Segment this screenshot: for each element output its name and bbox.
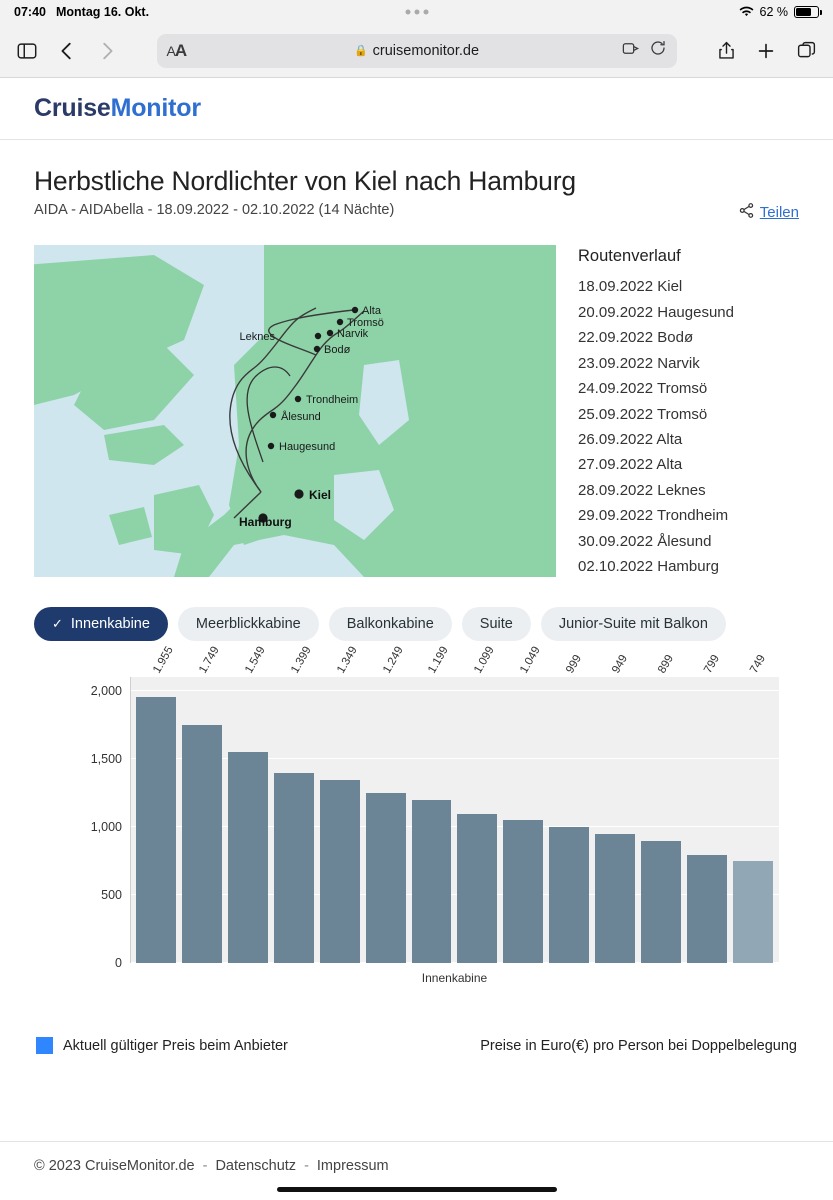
chart-y-tick-label: 1,500 xyxy=(90,752,122,767)
route-port: Hamburg xyxy=(657,557,719,575)
chart-bar-column[interactable] xyxy=(687,653,727,963)
url-text: cruisemonitor.de xyxy=(372,42,480,59)
chart-bars xyxy=(130,644,779,963)
route-port: Alta xyxy=(656,430,683,448)
chart-bar-column[interactable] xyxy=(412,644,452,963)
chart-bar-column[interactable] xyxy=(503,644,544,963)
chart-bar-column[interactable] xyxy=(733,653,773,963)
chart-bar-column[interactable] xyxy=(182,644,222,963)
site-logo[interactable] xyxy=(34,94,201,123)
chart-bar[interactable] xyxy=(503,644,544,963)
footer-link-datenschutz[interactable]: Datenschutz xyxy=(215,1158,297,1174)
route-port: Trondheim xyxy=(656,507,729,525)
logo-text-primary: Cruise xyxy=(34,94,111,122)
chart-bar-column[interactable] xyxy=(457,644,498,963)
tab-label: Suite xyxy=(479,616,513,633)
list-item xyxy=(578,376,799,401)
text-size-icon[interactable]: AA xyxy=(166,40,187,60)
page-subtitle-row xyxy=(34,202,799,223)
chart-bar-column[interactable] xyxy=(641,653,681,963)
tab-junior-suite-mit-balkon[interactable] xyxy=(541,607,726,641)
route-date: 25.09.2022 xyxy=(578,405,654,423)
chart-bar[interactable] xyxy=(595,653,635,963)
route-port: Narvik xyxy=(657,354,700,372)
chart-bar-column[interactable] xyxy=(595,653,635,963)
route-port: Alta xyxy=(656,456,683,474)
chart-bar-value-label: 1.049 xyxy=(518,644,544,676)
chart-bar[interactable] xyxy=(549,653,589,963)
list-item xyxy=(578,478,799,503)
site-footer xyxy=(0,1141,833,1174)
svg-text:Haugesund: Haugesund xyxy=(279,441,336,454)
cruise-meta: AIDA - AIDAbella - 18.09.2022 - 02.10.2022 (14 Nächte) xyxy=(34,202,395,219)
battery-percent-label: 62 % xyxy=(759,5,788,19)
route-date: 30.09.2022 xyxy=(578,532,654,550)
route-port: Tromsö xyxy=(656,405,708,423)
chart-bar[interactable] xyxy=(733,653,773,963)
status-right-group xyxy=(739,5,820,19)
reload-icon[interactable] xyxy=(649,39,667,62)
address-bar[interactable] xyxy=(157,34,677,68)
route-heading: Routenverlauf xyxy=(578,247,681,266)
list-item xyxy=(578,452,799,477)
route-date: 28.09.2022 xyxy=(578,481,654,499)
chart-bar[interactable] xyxy=(320,644,360,964)
site-header xyxy=(0,78,833,140)
chart-bar-value-label: 1.399 xyxy=(288,644,314,676)
safari-toolbar xyxy=(0,24,833,78)
status-time: 07:40 xyxy=(14,5,46,19)
chart-bar-value-label: 1.349 xyxy=(334,644,360,676)
cabin-type-tabs xyxy=(34,607,799,641)
chart-bar-value-label: 749 xyxy=(748,653,768,676)
page-content xyxy=(0,140,833,1054)
route-port: Tromsö xyxy=(656,380,708,398)
route-date: 18.09.2022 xyxy=(578,278,654,296)
share-button[interactable] xyxy=(738,202,799,223)
chart-x-axis-label: Innenkabine xyxy=(421,971,488,986)
list-item xyxy=(578,325,799,350)
tab-label: Innenkabine xyxy=(70,616,150,633)
tab-label: Balkonkabine xyxy=(346,616,434,633)
chart-bar[interactable] xyxy=(182,644,222,963)
plus-icon[interactable] xyxy=(753,38,779,64)
list-item xyxy=(578,529,799,554)
chart-bar-column[interactable] xyxy=(320,644,360,963)
chart-bar[interactable] xyxy=(274,644,314,964)
chart-bar[interactable] xyxy=(366,644,406,963)
chart-bar-column[interactable] xyxy=(274,644,314,963)
battery-icon xyxy=(794,6,819,18)
chart-y-tick-label: 0 xyxy=(115,956,122,971)
chart-bar-value-label: 1.249 xyxy=(380,644,406,676)
wifi-icon xyxy=(739,6,754,18)
chart-y-tick-label: 1,000 xyxy=(90,820,122,835)
route-date: 24.09.2022 xyxy=(578,380,654,398)
svg-text:Tromsö: Tromsö xyxy=(347,317,384,330)
route-date: 02.10.2022 xyxy=(578,557,654,575)
footer-copyright: © 2023 CruiseMonitor.de xyxy=(34,1158,195,1174)
chart-bar[interactable] xyxy=(641,653,681,963)
tab-label: Meerblickkabine xyxy=(195,616,301,633)
chart-bar-column[interactable] xyxy=(228,644,268,963)
tab-innenkabine[interactable] xyxy=(34,607,168,641)
route-port: Leknes xyxy=(657,481,706,499)
route-port: Ålesund xyxy=(657,532,712,550)
check-icon: ✓ xyxy=(52,616,63,632)
svg-text:Narvik: Narvik xyxy=(337,328,369,341)
map-and-route xyxy=(34,245,799,579)
route-date: 23.09.2022 xyxy=(578,354,654,372)
route-panel xyxy=(578,245,799,579)
share-label: Teilen xyxy=(759,204,799,222)
chart-bar-value-label: 1.749 xyxy=(196,644,222,676)
route-port: Kiel xyxy=(657,278,683,296)
route-date: 27.09.2022 xyxy=(578,456,654,474)
price-chart xyxy=(34,644,799,1035)
list-item xyxy=(578,274,799,299)
chart-bar-value-label: 1.199 xyxy=(426,644,452,676)
legend-right-label: Preise in Euro(€) pro Person bei Doppelbelegung xyxy=(480,1037,797,1054)
route-port: Bodø xyxy=(657,329,694,347)
chart-bar-column[interactable] xyxy=(549,653,589,963)
route-list xyxy=(578,274,799,579)
chart-bar[interactable] xyxy=(136,644,176,963)
list-item xyxy=(578,300,799,325)
list-item xyxy=(578,351,799,376)
chart-bar-value-label: 899 xyxy=(656,653,677,676)
chart-legend xyxy=(34,1037,799,1054)
route-date: 29.09.2022 xyxy=(578,507,654,525)
chart-bar[interactable] xyxy=(412,644,452,963)
legend-color-swatch xyxy=(36,1037,53,1054)
chart-bar-value-label: 1.549 xyxy=(242,644,268,676)
page-title: Herbstliche Nordlichter von Kiel nach Hamburg xyxy=(34,166,576,196)
tabs-icon[interactable] xyxy=(793,38,819,64)
share-icon[interactable] xyxy=(713,38,739,64)
chart-bar-value-label: 999 xyxy=(564,653,585,676)
list-item xyxy=(578,503,799,528)
ios-status-bar xyxy=(0,0,833,24)
chart-bar-value-label: 949 xyxy=(610,653,631,676)
svg-text:Alta: Alta xyxy=(362,305,381,318)
route-date: 20.09.2022 xyxy=(578,303,654,321)
chart-bar[interactable] xyxy=(228,644,268,963)
route-date: 26.09.2022 xyxy=(578,430,654,448)
chart-bar[interactable] xyxy=(457,644,498,964)
cruise-map[interactable] xyxy=(34,245,556,577)
svg-text:Bodø: Bodø xyxy=(324,344,351,357)
footer-separator: - xyxy=(202,1158,208,1174)
chart-bar-value-label: 1.099 xyxy=(472,644,498,676)
chart-bar-value-label: 1.955 xyxy=(151,644,176,676)
url-display xyxy=(157,40,677,60)
sidebar-icon[interactable] xyxy=(14,38,40,64)
list-item xyxy=(578,402,799,427)
chart-plot-area xyxy=(90,644,779,971)
home-indicator xyxy=(277,1187,557,1192)
reader-view-icon[interactable] xyxy=(621,39,640,63)
list-item xyxy=(578,554,799,579)
chart-bar[interactable] xyxy=(687,653,727,964)
status-left-group xyxy=(14,5,149,19)
svg-text:Kiel: Kiel xyxy=(309,488,332,503)
chart-y-tick-label: 2,000 xyxy=(90,683,122,698)
lock-icon: 🔒 xyxy=(353,45,368,57)
logo-text-secondary: Monitor xyxy=(110,94,201,122)
tab-meerblickkabine[interactable] xyxy=(178,607,319,641)
back-icon[interactable] xyxy=(54,38,80,64)
svg-text:Ålesund: Ålesund xyxy=(281,411,321,424)
share-node-icon xyxy=(738,202,755,223)
chart-bar-column[interactable] xyxy=(366,644,406,963)
chart-bar-column[interactable] xyxy=(136,644,176,963)
list-item xyxy=(578,427,799,452)
forward-icon xyxy=(94,38,120,64)
svg-text:Leknes: Leknes xyxy=(239,331,275,344)
footer-link-impressum[interactable]: Impressum xyxy=(316,1158,389,1174)
svg-text:Hamburg: Hamburg xyxy=(239,515,292,530)
route-port: Haugesund xyxy=(657,303,734,321)
route-date: 22.09.2022 xyxy=(578,329,654,347)
svg-text:Trondheim: Trondheim xyxy=(306,394,359,407)
status-date: Montag 16. Okt. xyxy=(55,5,150,19)
chart-y-tick-label: 500 xyxy=(101,888,122,903)
tab-suite[interactable] xyxy=(462,607,531,641)
tab-label: Junior-Suite mit Balkon xyxy=(558,616,708,633)
chart-bar-value-label: 799 xyxy=(702,653,723,676)
status-center-dots xyxy=(405,10,428,15)
footer-separator: - xyxy=(304,1158,309,1174)
legend-left-label: Aktuell gültiger Preis beim Anbieter xyxy=(63,1037,288,1054)
tab-balkonkabine[interactable] xyxy=(329,607,452,641)
